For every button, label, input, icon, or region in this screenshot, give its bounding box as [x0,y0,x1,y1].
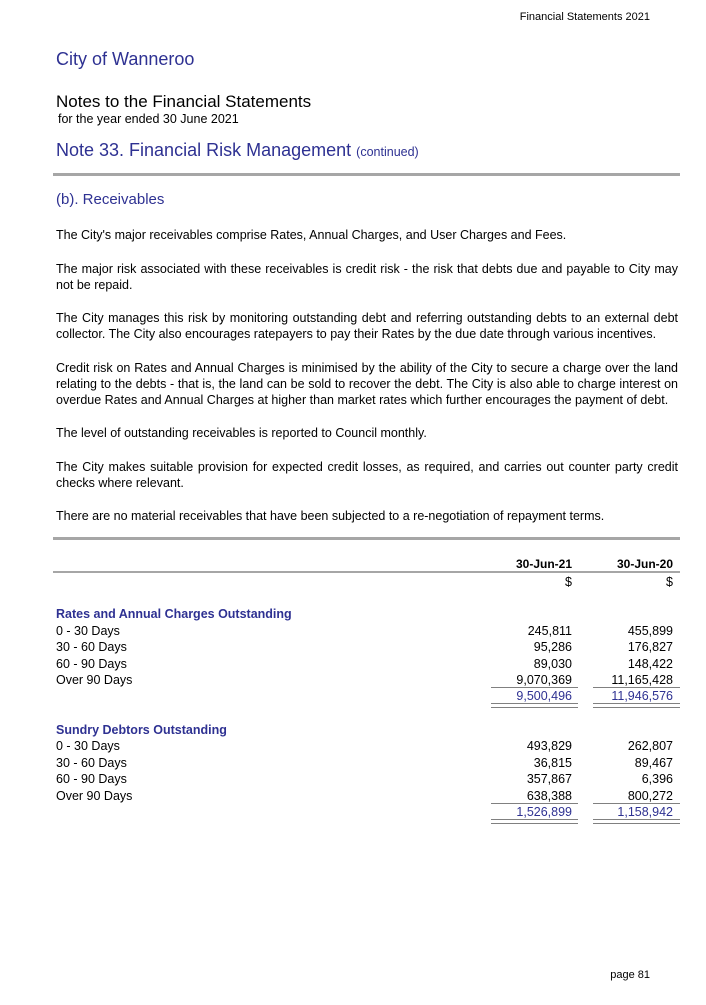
row-value: 9,070,369 [516,673,572,687]
paragraph: The City manages this risk by monitoring outstanding debt and referring outstanding debts to an external debt collector. The City also encourages ratepayers to pay their Rates by the due date through various incentives. [56,311,678,341]
row-value: 89,467 [634,756,673,770]
row-value: 148,422 [627,657,673,671]
row-value: 95,286 [533,640,572,654]
group-total: 11,946,576 [611,689,673,703]
total-double-line [593,819,680,824]
heading-divider [53,173,680,176]
row-value: 262,807 [627,739,673,753]
notes-title: Notes to the Financial Statements [56,92,312,111]
row-value: 36,815 [533,756,572,770]
paragraph: The City's major receivables comprise Rates, Annual Charges, and User Charges and Fees. [56,228,567,242]
column-header-divider [53,571,680,573]
row-value: 89,030 [533,657,572,671]
row-label: Over 90 Days [56,789,133,803]
paragraph: There are no material receivables that have been subjected to a re-negotiation of repayment terms. [56,509,605,523]
paragraph: The City makes suitable provision for expected credit losses, as required, and carries out counter party credit checks where relevant. [56,460,678,490]
column-header: 30-Jun-21 [515,557,572,571]
row-value: 176,827 [627,640,673,654]
total-double-line [491,703,578,708]
group-total: 1,526,899 [516,805,572,819]
paragraph: The level of outstanding receivables is reported to Council monthly. [56,426,427,440]
group-total: 1,158,942 [617,805,673,819]
row-label: Over 90 Days [56,673,133,687]
group-title: Sundry Debtors Outstanding [56,723,227,737]
row-value: 493,829 [526,739,572,753]
row-label: 30 - 60 Days [56,756,127,770]
column-header: 30-Jun-20 [616,557,673,571]
row-label: 60 - 90 Days [56,657,127,671]
paragraph: Credit risk on Rates and Annual Charges is minimised by the ability of the City to secure a charge over the land relating to the debts - that is, the land can be sold to recover the debt. The City is also able to charge interest on overdue Rates and Annual Charges at higher than market rates which further encourages the payment of debt. [56,361,678,407]
row-value: 638,388 [526,789,572,803]
row-label: 60 - 90 Days [56,772,127,786]
page-number: page 81 [610,969,650,981]
row-value: 245,811 [527,624,572,638]
subtotal-line [593,803,680,804]
subtotal-line [593,687,680,688]
total-double-line [491,819,578,824]
document-title: Financial Statements 2021 [519,11,650,23]
group-total: 9,500,496 [516,689,572,703]
row-value: 6,396 [641,772,673,786]
row-value: 11,165,428 [611,673,673,687]
group-title: Rates and Annual Charges Outstanding [56,607,292,621]
row-value: 455,899 [627,624,673,638]
row-label: 0 - 30 Days [56,624,120,638]
section-title: (b). Receivables [56,191,165,208]
note-title: Note 33. Financial Risk Management [56,140,352,160]
unit-label: $ [565,575,572,589]
table-top-divider [53,537,680,540]
note-suffix: (continued) [356,145,419,159]
note-heading [56,140,419,161]
row-label: 0 - 30 Days [56,739,120,753]
unit-label: $ [666,575,673,589]
subtotal-line [491,803,578,804]
period-subtitle: for the year ended 30 June 2021 [58,112,239,126]
organisation-name: City of Wanneroo [56,49,195,69]
row-value: 800,272 [627,789,673,803]
paragraph: The major risk associated with these receivables is credit risk - the risk that debts due and payable to City may not be repaid. [56,262,678,292]
total-double-line [593,703,680,708]
row-label: 30 - 60 Days [56,640,127,654]
subtotal-line [491,687,578,688]
row-value: 357,867 [526,772,572,786]
